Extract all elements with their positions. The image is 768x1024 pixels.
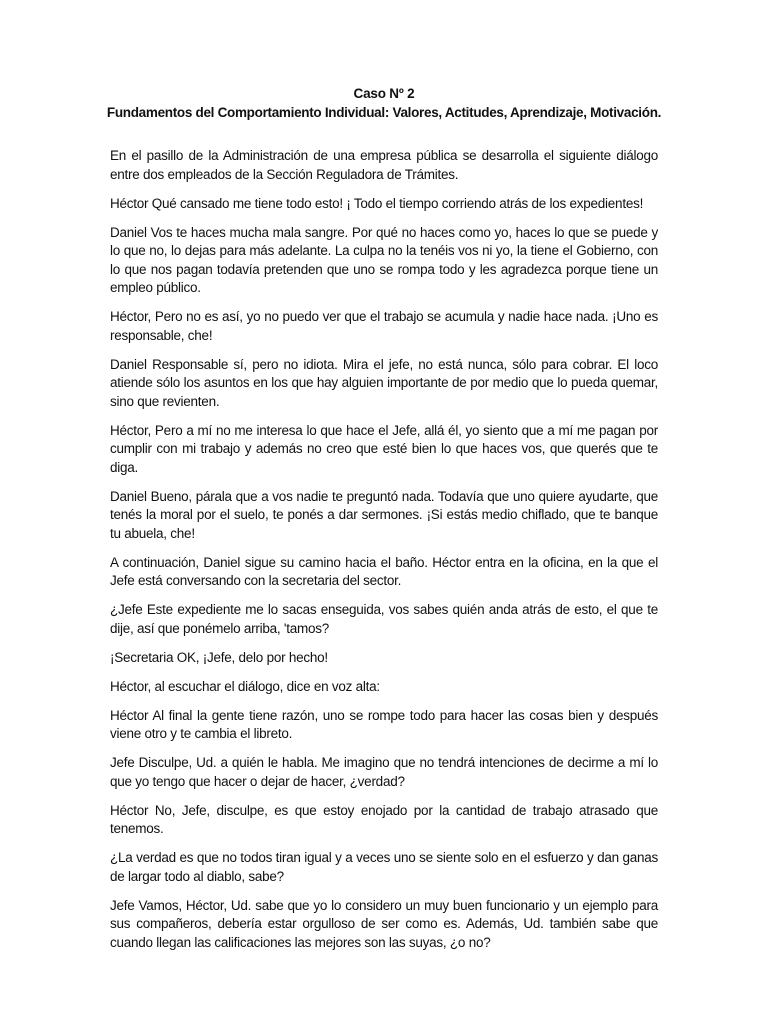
case-title: Caso Nº 2: [353, 86, 415, 101]
paragraph-dialogue: Héctor, Pero no es así, yo no puedo ver que el trabajo se acumula y nadie hace nada. ¡Uno es responsable, che!: [110, 309, 658, 343]
document-body: [110, 147, 658, 952]
paragraph-dialogue: ¿Jefe Este expediente me lo sacas enseguida, vos sabes quién anda atrás de esto, el que te dije, así que ponémelo arriba, 'tamos?: [110, 602, 658, 636]
paragraph-dialogue: Jefe Disculpe, Ud. a quién le habla. Me imagino que no tendrá intenciones de decirme a mí lo que yo tengo que hacer o dejar de hacer, ¿verdad?: [110, 755, 658, 789]
case-subtitle: Fundamentos del Comportamiento Individual: Valores, Actitudes, Aprendizaje, Motivación.: [106, 105, 662, 120]
paragraph-dialogue: Héctor Al final la gente tiene razón, uno se rompe todo para hacer las cosas bien y después viene otro y te cambia el libreto.: [110, 707, 658, 741]
paragraph-dialogue: ¡Secretaria OK, ¡Jefe, delo por hecho!: [110, 649, 328, 665]
paragraph-dialogue: Daniel Vos te haces mucha mala sangre. Por qué no haces como yo, haces lo que se puede y lo que no, lo dejas para más adelante. La culpa no la tenéis vos ni yo, la tiene el Gobierno, con lo que nos pagan todavía pretenden que uno se rompa todo y les agradezca porque tiene un empleo público.: [110, 224, 658, 295]
paragraph-intro: En el pasillo de la Administración de una empresa pública se desarrolla el siguiente diálogo entre dos empleados de la Sección Reguladora de Trámites.: [110, 148, 658, 182]
paragraph-dialogue: ¿La verdad es que no todos tiran igual y a veces uno se siente solo en el esfuerzo y dan ganas de largar todo al diablo, sabe?: [110, 850, 658, 884]
paragraph-dialogue: Héctor Qué cansado me tiene todo esto! ¡ Todo el tiempo corriendo atrás de los expedientes!: [110, 195, 644, 211]
paragraph-dialogue: Jefe Vamos, Héctor, Ud. sabe que yo lo considero un muy buen funcionario y un ejemplo para sus compañeros, debería estar orgulloso de ser como es. Además, Ud. también sabe que cuando llegan las calificaciones las mejores son las suyas, ¿o no?: [110, 897, 658, 950]
paragraph-dialogue: Héctor, Pero a mí no me interesa lo que hace el Jefe, allá él, yo siento que a mí me pagan por cumplir con mi trabajo y además no creo que esté bien lo que haces vos, que querés que te diga.: [110, 422, 658, 475]
paragraph-narration: A continuación, Daniel sigue su camino hacia el baño. Héctor entra en la oficina, en la que el Jefe está conversando con la secretaria del sector.: [110, 554, 658, 588]
paragraph-dialogue: Héctor No, Jefe, disculpe, es que estoy enojado por la cantidad de trabajo atrasado que tenemos.: [110, 802, 658, 836]
paragraph-dialogue: Daniel Bueno, párala que a vos nadie te preguntó nada. Todavía que uno quiere ayudarte, que tenés la moral por el suelo, te ponés a dar sermones. ¡Si estás medio chiflado, que te banque tu abuela, che!: [110, 488, 658, 541]
paragraph-narration: Héctor, al escuchar el diálogo, dice en voz alta:: [110, 678, 380, 694]
paragraph-dialogue: Daniel Responsable sí, pero no idiota. Mira el jefe, no está nunca, sólo para cobrar. El loco atiende sólo los asuntos en los que hay alguien importante de por medio que lo pueda quemar, sino que revienten.: [110, 356, 658, 409]
